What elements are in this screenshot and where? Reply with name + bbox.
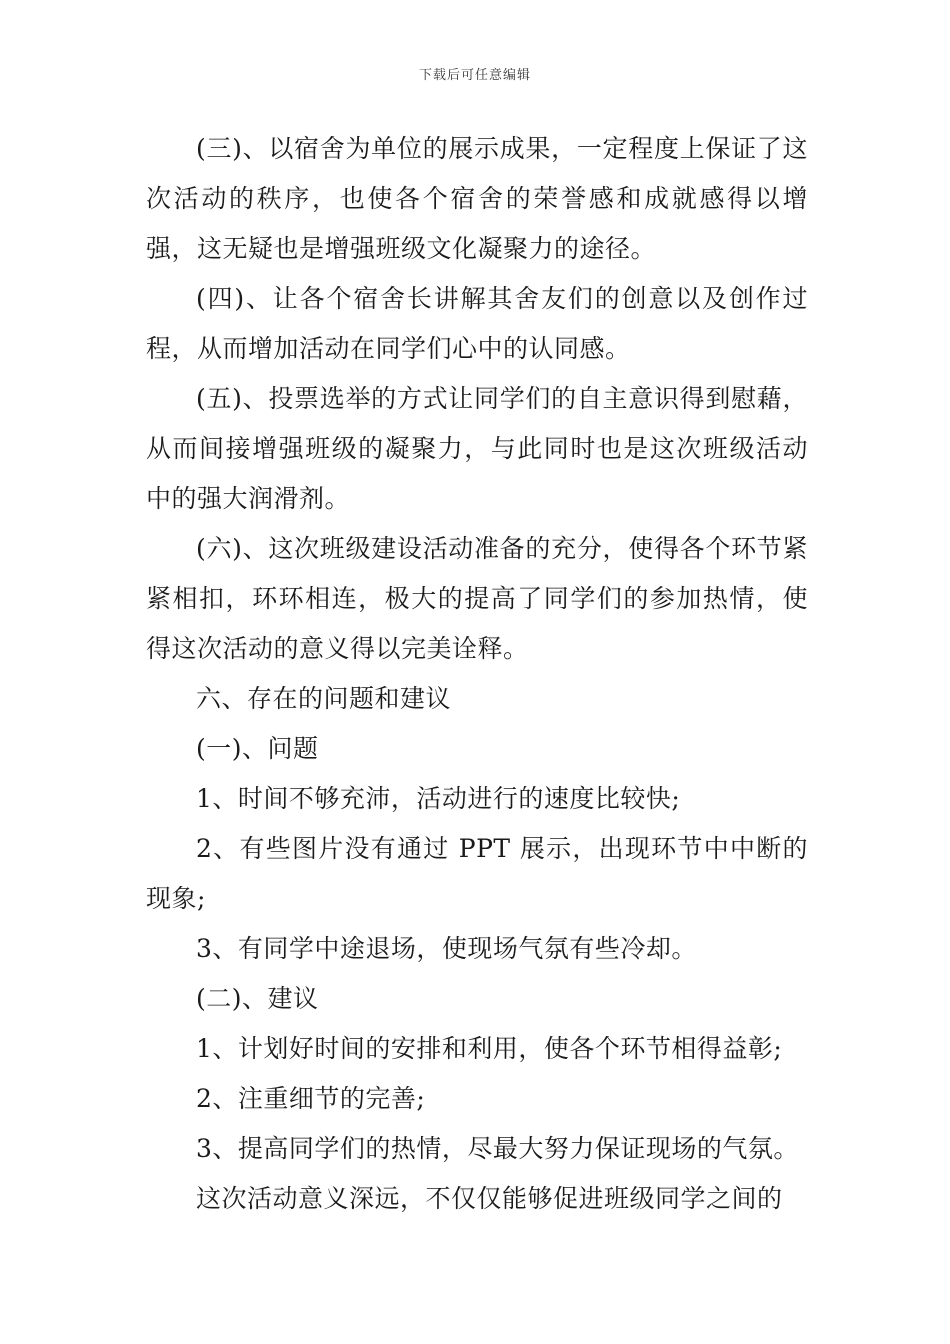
list-item: 2、注重细节的完善; — [196, 1084, 426, 1113]
subsection-heading: (二)、建议 — [196, 984, 319, 1013]
document-body — [146, 124, 808, 1224]
paragraph: (三)、以宿舍为单位的展示成果，一定程度上保证了这次活动的秩序，也使各个宿舍的荣誉感和成就感得以增强，这无疑也是增强班级文化凝聚力的途径。 — [146, 134, 808, 263]
subsection-heading: (一)、问题 — [196, 734, 319, 763]
list-item: 2、有些图片没有通过 PPT 展示，出现环节中中断的现象; — [146, 834, 808, 913]
list-item: 3、提高同学们的热情，尽最大努力保证现场的气氛。 — [196, 1134, 799, 1163]
list-item: 3、有同学中途退场，使现场气氛有些冷却。 — [196, 934, 697, 963]
paragraph: (六)、这次班级建设活动准备的充分，使得各个环节紧紧相扣，环环相连，极大的提高了同学们的参加热情，使得这次活动的意义得以完美诠释。 — [146, 534, 808, 663]
paragraph: 这次活动意义深远，不仅仅能够促进班级同学之间的 — [196, 1184, 783, 1213]
paragraph: (五)、投票选举的方式让同学们的自主意识得到慰藉，从而间接增强班级的凝聚力，与此同时也是这次班级活动中的强大润滑剂。 — [146, 384, 808, 513]
list-item: 1、时间不够充沛，活动进行的速度比较快; — [196, 784, 681, 813]
list-item: 1、计划好时间的安排和利用，使各个环节相得益彰; — [196, 1034, 783, 1063]
section-heading: 六、存在的问题和建议 — [196, 684, 452, 713]
paragraph: (四)、让各个宿舍长讲解其舍友们的创意以及创作过程，从而增加活动在同学们心中的认同感。 — [146, 284, 808, 363]
page-header: 下载后可任意编辑 — [418, 68, 531, 83]
